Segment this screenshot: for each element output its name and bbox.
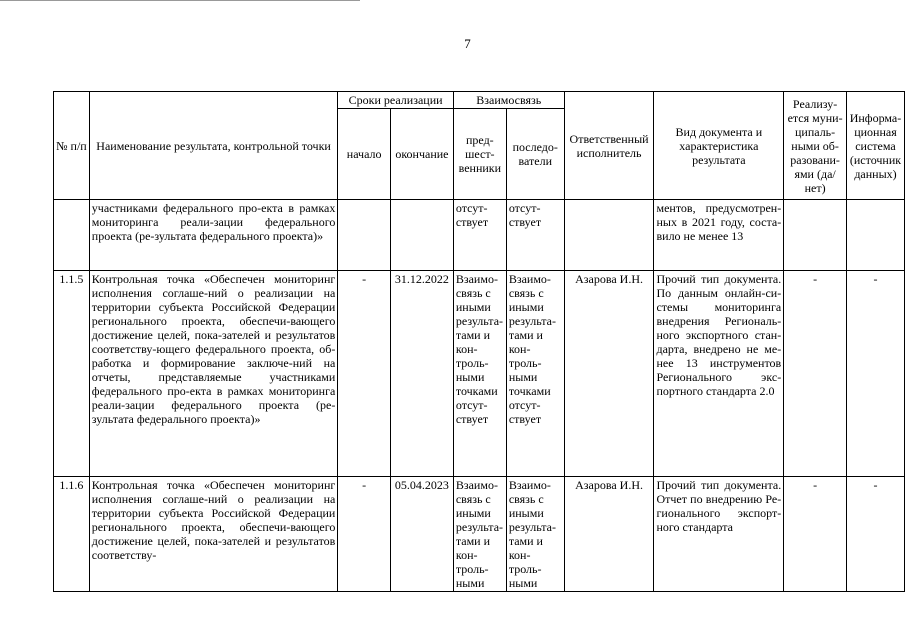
page-number: 7 bbox=[464, 36, 471, 51]
cell-predecessors: отсут-ствует bbox=[453, 200, 506, 271]
cell-name: Контрольная точка «Обеспечен мониторинг исполнения соглаше-ний о реализации на территории субъекта Российской Федерации регионального проекта, обеспечи-вающего достижение целей, пока-зателей и результатов соответству- bbox=[89, 477, 338, 592]
header-responsible: Ответственный исполнитель bbox=[564, 92, 654, 200]
cell-start: - bbox=[338, 477, 391, 592]
cell-info: - bbox=[846, 271, 904, 477]
cell-info bbox=[846, 200, 904, 271]
cell-doc: Прочий тип документа. Отчет по внедрению Ре-гионального экспорт-ного стандарта bbox=[654, 477, 784, 592]
cell-responsible: Азарова И.Н. bbox=[564, 271, 654, 477]
results-table bbox=[53, 91, 905, 592]
header-successors: последо-ватели bbox=[506, 109, 564, 200]
header-predecessors: пред-шест-венники bbox=[453, 109, 506, 200]
cell-info: - bbox=[846, 477, 904, 592]
cell-num: 1.1.5 bbox=[54, 271, 90, 477]
cell-responsible: Азарова И.Н. bbox=[564, 477, 654, 592]
header-num: № п/п bbox=[54, 92, 90, 200]
cell-municipal: - bbox=[784, 271, 847, 477]
cell-successors: Взаимо-связь с иными результа-тами и кон-троль-ными точками отсут-ствует bbox=[506, 271, 564, 477]
top-rule bbox=[0, 0, 360, 1]
header-relation: Взаимосвязь bbox=[453, 92, 564, 109]
cell-doc: ментов, предусмотрен-ных в 2021 году, соста-вило не менее 13 bbox=[654, 200, 784, 271]
header-start: начало bbox=[338, 109, 391, 200]
table-row bbox=[54, 477, 905, 592]
cell-start bbox=[338, 200, 391, 271]
cell-name: участниками федерального про-екта в рамках мониторинга реали-зации федерального проекта (ре-зультата федерального проекта)» bbox=[89, 200, 338, 271]
cell-municipal bbox=[784, 200, 847, 271]
cell-end: 31.12.2022 bbox=[390, 271, 453, 477]
cell-successors: Взаимо-связь с иными результа-тами и кон-троль-ными bbox=[506, 477, 564, 592]
cell-num bbox=[54, 200, 90, 271]
cell-name: Контрольная точка «Обеспечен мониторинг исполнения соглаше-ний о реализации на территории субъекта Российской Федерации регионального проекта, обеспечи-вающего достижение целей, пока-зателей и результатов соответству-ющего федерального проекта, об-работка и формирование заключе-ний на отчеты, представляемые участниками федерального про-екта в рамках мониторинга реали-зации федерального проекта (ре-зультата федерального проекта)» bbox=[89, 271, 338, 477]
table-row bbox=[54, 271, 905, 477]
cell-end: 05.04.2023 bbox=[390, 477, 453, 592]
header-name: Наименование результата, контрольной точки bbox=[89, 92, 338, 200]
cell-end bbox=[390, 200, 453, 271]
cell-municipal: - bbox=[784, 477, 847, 592]
cell-predecessors: Взаимо-связь с иными результа-тами и кон-троль-ными bbox=[453, 477, 506, 592]
header-municipal: Реализу-ется муни-ципаль-ными об-разовани-ями (да/нет) bbox=[784, 92, 847, 200]
header-terms: Сроки реализации bbox=[338, 92, 454, 109]
cell-doc: Прочий тип документа. По данным онлайн-си-стемы мониторинга внедрения Региональ-ного экспортного стан-дарта, внедрено не ме-нее 13 инструментов Регионального экс-портного стандарта 2.0 bbox=[654, 271, 784, 477]
header-doc-type: Вид документа и характеристика результата bbox=[654, 92, 784, 200]
cell-responsible bbox=[564, 200, 654, 271]
header-info-system: Информа-ционная система (источник данных) bbox=[846, 92, 904, 200]
cell-num: 1.1.6 bbox=[54, 477, 90, 592]
header-end: окончание bbox=[390, 109, 453, 200]
cell-predecessors: Взаимо-связь с иными результа-тами и кон-троль-ными точками отсут-ствует bbox=[453, 271, 506, 477]
cell-successors: отсут-ствует bbox=[506, 200, 564, 271]
table-row bbox=[54, 200, 905, 271]
cell-start: - bbox=[338, 271, 391, 477]
